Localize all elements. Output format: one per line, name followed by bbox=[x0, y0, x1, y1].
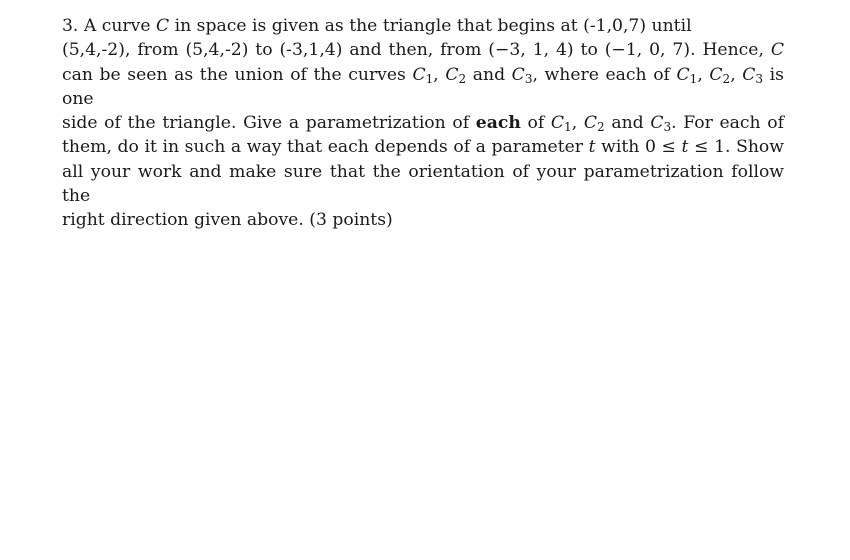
problem-line-1: 3. A curve C in space is given as the triangle that begins at (-1,0,7) until bbox=[62, 16, 692, 36]
problem-text bbox=[62, 14, 784, 233]
problem-line-7: right direction given above. (3 points) bbox=[62, 210, 393, 231]
problem-line-3: can be seen as the union of the curves $C_1$, $C_2$ and $C_3$, where each of $C_1$, $C_2$, $C_3$ is one bbox=[62, 64, 784, 109]
problem-line-4: side of the triangle. Give a parametrization of each of $C_1$, $C_2$ and $C_3$. For each of bbox=[62, 113, 784, 135]
problem-line-5: them, do it in such a way that each depends of a parameter t with 0 ≤ t ≤ 1. Show bbox=[62, 137, 784, 158]
problem-line-6: all your work and make sure that the orientation of your parametrization follow the bbox=[62, 161, 784, 207]
problem-line-2: (5,4,-2), from (5,4,-2) to (-3,1,4) and then, from (−3, 1, 4) to (−1, 0, 7). Hence, C bbox=[62, 40, 784, 61]
